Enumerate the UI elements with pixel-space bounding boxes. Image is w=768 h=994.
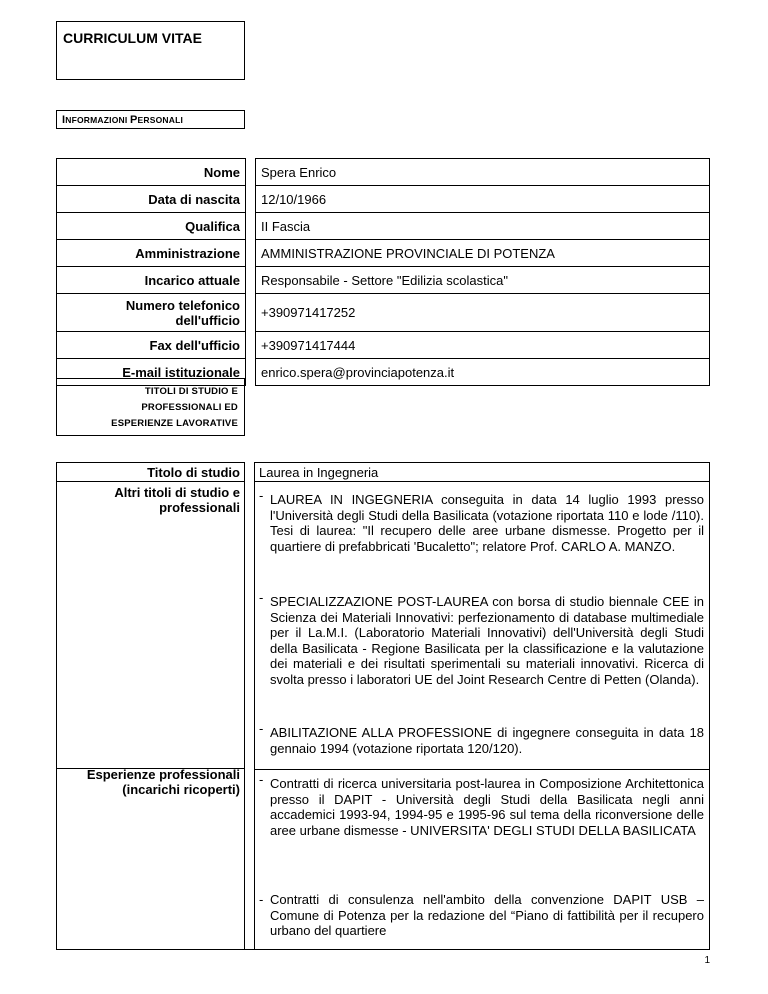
label-titolo-studio: Titolo di studio <box>147 465 240 480</box>
cv-title-box <box>56 21 245 80</box>
value-qualifica: II Fascia <box>256 213 710 240</box>
table-row <box>57 213 710 240</box>
label-fax: Fax dell'ufficio <box>57 332 246 359</box>
page-number: 1 <box>704 955 710 966</box>
table-row <box>57 159 710 186</box>
altri-label-box <box>56 482 245 769</box>
value-nome: Spera Enrico <box>256 159 710 186</box>
table-row <box>57 186 710 213</box>
table-row <box>57 240 710 267</box>
value-fax: +390971417444 <box>256 332 710 359</box>
label-data-nascita: Data di nascita <box>57 186 246 213</box>
value-incarico: Responsabile - Settore "Edilizia scolastica" <box>256 267 710 294</box>
list-item: - ABILITAZIONE ALLA PROFESSIONE di ingegnere conseguita in data 18 gennaio 1994 (votazione riportata 120/120). <box>259 721 704 756</box>
label-incarico: Incarico attuale <box>57 267 246 294</box>
section-personal-info: INFORMAZIONI PERSONALI <box>56 110 245 129</box>
value-telefono: +390971417252 <box>256 294 710 332</box>
label-nome: Nome <box>57 159 246 186</box>
table-row <box>57 332 710 359</box>
value-email: enrico.spera@provinciapotenza.it <box>256 359 710 386</box>
table-row <box>57 294 710 332</box>
value-amministrazione: AMMINISTRAZIONE PROVINCIALE DI POTENZA <box>256 240 710 267</box>
table-row <box>57 267 710 294</box>
value-titolo-studio: Laurea in Ingegneria <box>259 465 379 480</box>
cv-title: CURRICULUM VITAE <box>63 30 202 46</box>
list-item: - Contratti di consulenza nell'ambito della convenzione DAPIT USB – Comune di Potenza per la redazione del “Piano di fattibilità per il recupero urbano del quartiere <box>259 892 704 938</box>
list-item: - SPECIALIZZAZIONE POST-LAUREA con borsa di studio biennale CEE in Scienza dei Materiali Innovativi: perfezionamento di database multimediale per il La.M.I. (Laboratorio Materiali Innovativi) dell'Università degli Studi della Basilicata - Regione Basilicata per la classificazione e la valutazione dei materiali e dei risultati sperimentali su materiali innovativi. Ricerca di svolta presso i laboratori UE del Joint Research Centre di Petten (Olanda). <box>259 590 704 687</box>
value-data-nascita: 12/10/1966 <box>256 186 710 213</box>
label-qualifica: Qualifica <box>57 213 246 240</box>
label-esperienze: Esperienze professionali (incarichi ricoperti) <box>86 767 240 797</box>
section-titles: TITOLI DI STUDIO E PROFESSIONALI ED ESPERIENZE LAVORATIVE <box>56 378 245 436</box>
list-item: - LAUREA IN INGEGNERIA conseguita in data 14 luglio 1993 presso l'Università degli Studi della Basilicata (votazione riportata 110 e lode /110). Tesi di laurea: "Il recupero delle aree urbane dismesse. Progetto per il quartiere di prefabbricati 'Bucaletto"; relatore Prof. CARLO A. MANZO. <box>259 488 704 554</box>
label-altri-titoli: Altri titoli di studio e professionali <box>114 485 240 515</box>
label-telefono: Numero telefonico dell'ufficio <box>57 294 246 332</box>
footer-divider <box>56 949 710 950</box>
label-amministrazione: Amministrazione <box>57 240 246 267</box>
personal-info-table <box>56 158 710 386</box>
label-email: E-mail istituzionale <box>57 359 246 386</box>
list-item: - Contratti di ricerca universitaria post-laurea in Composizione Architettonica presso il DAPIT - Università degli Studi della Basilicata negli anni accademici 1993-94, 1994-95 e 1995-96 sul tema della riconversione delle aree urbane dismesse - UNIVERSITA' DEGLI STUDI DELLA BASILICATA <box>259 772 704 838</box>
